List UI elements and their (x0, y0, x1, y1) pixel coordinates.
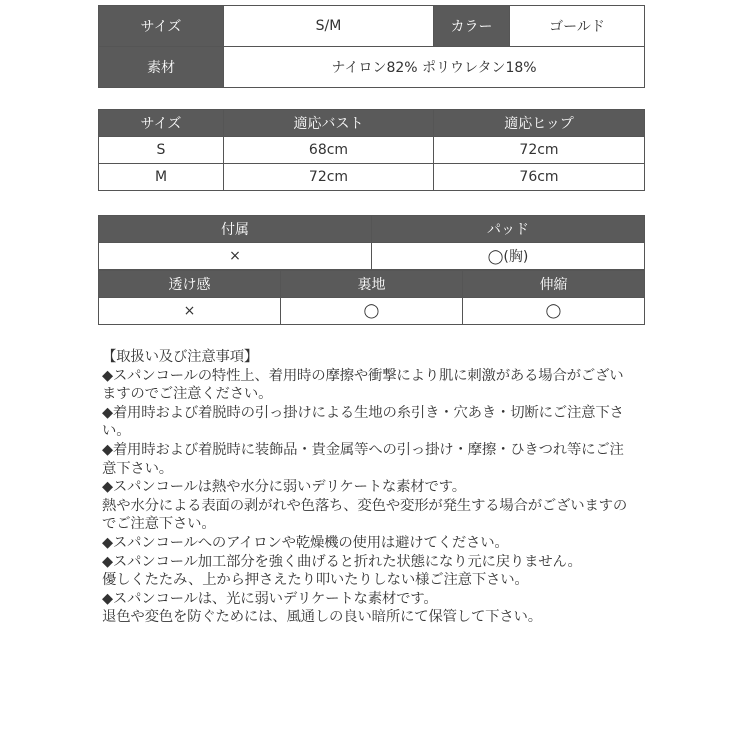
accessory-header: 付属 (99, 216, 372, 243)
note-line: 優しくたたみ、上から押さえたり叩いたりしない様ご注意下さい。 (102, 572, 529, 589)
pad-header: パッド (372, 216, 645, 243)
size-chart-table (98, 109, 645, 191)
care-notes (102, 348, 642, 627)
lining-value: ◯ (281, 298, 463, 325)
color-value: ゴールド (510, 6, 645, 47)
note-line: ますのでご注意ください。 (102, 386, 273, 403)
note-line: ◆スパンコール加工部分を強く曲げると折れた状態になり元に戻りません。 (102, 553, 582, 570)
color-label: カラー (434, 6, 510, 47)
note-line: ◆着用時および着脱時に装飾品・貴金属等への引っ掛け・摩擦・ひきつれ等にご注 (102, 441, 624, 458)
note-line: い。 (102, 423, 131, 440)
material-value: ナイロン82% ポリウレタン18% (224, 47, 645, 88)
accessory-header-row (99, 216, 645, 243)
product-info-table (98, 5, 645, 88)
sheerness-header: 透け感 (99, 271, 281, 298)
size-cell: M (99, 164, 224, 191)
feature-table (98, 270, 645, 325)
size-chart-row (99, 164, 645, 191)
sheerness-value: × (99, 298, 281, 325)
hip-header: 適応ヒップ (434, 110, 645, 137)
note-line: ◆スパンコールは熱や水分に弱いデリケートな素材です。 (102, 479, 466, 496)
stretch-header: 伸縮 (463, 271, 645, 298)
bust-cell: 72cm (224, 164, 434, 191)
size-chart-header (99, 110, 645, 137)
pad-value: ◯(胸) (372, 243, 645, 270)
notes-heading: 【取扱い及び注意事項】 (102, 349, 259, 365)
note-line: 熱や水分による表面の剥がれや色落ち、変色や変形が発生する場合がございますの (102, 497, 628, 514)
accessory-value: × (99, 243, 372, 270)
size-cell: S (99, 137, 224, 164)
note-line: ◆スパンコールへのアイロンや乾燥機の使用は避けてください。 (102, 534, 509, 551)
hip-cell: 72cm (434, 137, 645, 164)
note-line: ◆着用時および着脱時の引っ掛けによる生地の糸引き・穴あき・切断にご注意下さ (102, 404, 624, 421)
note-line: ◆スパンコールの特性上、着用時の摩擦や衝撃により肌に刺激がある場合がござい (102, 367, 624, 384)
note-line: 意下さい。 (102, 460, 173, 477)
stretch-value: ◯ (463, 298, 645, 325)
lining-header: 裏地 (281, 271, 463, 298)
feature-value-row (99, 298, 645, 325)
note-line: でご注意下さい。 (102, 516, 216, 533)
feature-header-row (99, 271, 645, 298)
material-row (99, 47, 645, 88)
accessory-value-row (99, 243, 645, 270)
bust-cell: 68cm (224, 137, 434, 164)
size-value: S/M (224, 6, 434, 47)
size-chart-row (99, 137, 645, 164)
material-label: 素材 (99, 47, 224, 88)
size-header: サイズ (99, 110, 224, 137)
accessory-table (98, 215, 645, 270)
size-color-row (99, 6, 645, 47)
note-line: 退色や変色を防ぐためには、風通しの良い暗所にて保管して下さい。 (102, 609, 542, 626)
bust-header: 適応バスト (224, 110, 434, 137)
size-label: サイズ (99, 6, 224, 47)
hip-cell: 76cm (434, 164, 645, 191)
note-line: ◆スパンコールは、光に弱いデリケートな素材です。 (102, 590, 438, 607)
